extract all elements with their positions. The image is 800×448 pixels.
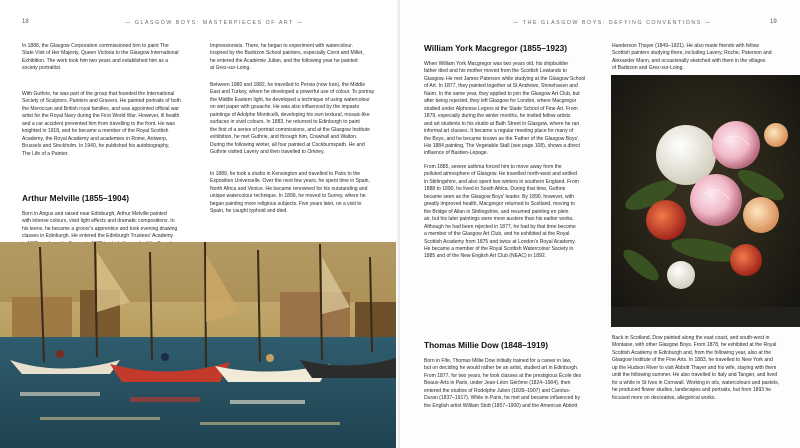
left-col1-para2: With Guthrie, he was part of the group that founded the International Society of Sculptors, Painters and Gravers. He painted portraits of both the Moroccan and British royal families, and was appointed official war artist for the Royal Navy during the First World War. However, ill health and a car accident prevented him from travelling to the front. He was knighted in 1918, and he became a member of the Royal Scottish Academy, the Royal Academy and academies in Rome, Antwerp, Brussels and Stockholm. In 1940, he published his autobiography, The Life of a Painter. — [22, 91, 181, 157]
left-col2-para2: Between 1880 and 1882, he travelled to Persia (now Iran), the Middle East and Turkey, where he developed a powerful use of colour. To portray the Middle Eastern light, he developed a technique of using watercolour on wet paper with gouache. He was also influenced by the impasto paintings of Adolphe Monticelli, developing his own textural, mosaic-like surfaces in vivid colours. In 1883, he returned to Edinburgh to paint the first of a series of portrait commissions, and at the Glasgow Institute exhibition, he met Guthrie, and through him, Crawhall and Walton. During the following winter, all four painted at Cockburnspath. He and Guthrie visited Lavery and then travelled to Orkney. — [210, 82, 375, 156]
right-col2-para2: Back in Scotland, Dow painted along the east coast, and south-west in Montaise, with other Glasgow Boys. From 1878, he exhibited at the Royal Scottish Academy in Edinburgh and, from the following year, also at the Glasgow Institute of the Fine Arts. In 1883, he travelled to New York and up the Hudson River to visit Abbott Thayer and his wife, staying with them until the following summer. He also travelled to Italy and Tangier, and lived for a while in St Ives in Cornwall. Working in oils, watercolours and pastels, he produced flower studies, landscapes and portraits, but from 1893 he focused more on decorative, allegorical works. — [612, 335, 780, 401]
boats-painting — [0, 242, 396, 448]
right-col1-para1: When William York Macgregor was two years old, his shipbuilder father died and his mother moved from the Scottish Lowlands to Glasgow. He met James Paterson while studying at the Glasgow School of Art. In 1877, they painted together at St Andrews, Stonehaven and Nairn. In the same year, they applied to join the Glasgow Art Club, but after being rejected, they left Glasgow for London, where Macgregor studied under Alphonse Legros at the Slade School of Fine Art. From 1879, especially during the winter months, he invited fellow artists and art students to his studio at Bath Street in Glasgow, where he ran informal art classes. It became a regular meeting place for many of the Boys, and he became known as the 'Father of the Glasgow Boys'. His 1884 painting, The Vegetable Stall (see page 108), shows a direct influence of Bastien-Lepage. — [424, 61, 586, 157]
heading-thomas-millie-dow: Thomas Millie Dow (1848–1919) — [424, 340, 549, 350]
left-col2-para3: In 1889, he took a studio in Kensington and travelled to Paris to the Exposition Universelle. Over the next few years, he spent time in Spain, North Africa and Venice. He became renowned for his outstanding and unique watercolour technique. In 1899, he moved to Surrey, where he began painting more religious subjects. Five years later, on a visit to Spain, he caught typhoid and died. — [210, 171, 370, 215]
right-col1-para3: Born in Fife, Thomas Millie Dow initially trained for a career in law, but on deciding he would rather be an artist, studied art in Edinburgh. From 1877, for two years, he took classes at the prestigious École des Beaux-Arts in Paris, under Jean-Léon Gérôme (1824–1904), then entered the studios of Rodolphe Julien (1839–1907) and Carolus- Duran (1837–1917). While in Paris, he met and became influenced by the English artist William Stott (1857–1900) and the American Abbott — [424, 358, 582, 409]
right-running-head: — THE GLASGOW BOYS: DEFYING CONVENTIONS — — [513, 20, 712, 26]
left-col2-para1: Impressionists. There, he began to experiment with watercolour. Inspired by the Barbizon School painters, especially Corot and Millet, he entered the Académie Julian, and the following year he painted at Grez-sur-Loing. — [210, 43, 364, 72]
left-col1-para1: In 1888, the Glasgow Corporation commissioned him to paint The State Visit of Her Majesty, Queen Victoria to the Glasgow International Exhibition. The work took him two years and established him as a society portraitist. — [22, 43, 179, 72]
flower-still-life-painting — [611, 75, 800, 327]
right-page — [400, 0, 800, 448]
heading-arthur-melville: Arthur Melville (1855–1904) — [22, 193, 129, 203]
right-col2-para1: Handerson Thayer (1849–1921). He also made friends with fellow Scottish painters studying there, including Lavery, Roche, Paterson and Alexander Mann, and occasionally sketched with them in the villages of Barbizon and Grez-sur-Loing. — [612, 43, 772, 72]
left-col1-para3: Born in Angus and raised near Edinburgh, Arthur Melville painted with intense colours, vivid light effects and dramatic compositions. In his teens, he became a grocer's apprentice and took evening drawing classes in Edinburgh. He entered the Edinburgh Trustees' Academy — [22, 211, 178, 240]
left-folio: 18 — [22, 19, 29, 25]
right-folio: 19 — [770, 19, 777, 25]
right-col1-para2: From 1885, severe asthma forced him to move away from the polluted atmosphere of Glasgow. He travelled north-west and settled in Stirlingshire, and also spent two winters in southern England. From 1888 to 1890, he lived in South Africa. During that time, Guthrie became seen as the Glasgow Boys' leader. By 1890, however, with greatly improved health, Macgregor returned to Scotland, moving to the Bridge of Allan in Stirlingshire, and resumed painting en plein air, but his later paintings were more austere than his earlier works. Although he had been rejected in 1877, he had by that time become a member of the Glasgow Art Club, and he exhibited at the Royal Scottish Academy from 1875 and twice at London's Royal Academy. He became a member of the Royal Scottish Watercolour Society in 1885 and of the New English Art Club (NEAC) in 1892. — [424, 164, 579, 260]
heading-william-york-macgregor: William York Macgregor (1855–1923) — [424, 43, 568, 53]
left-running-head: — GLASGOW BOYS: MASTERPIECES OF ART — — [125, 20, 304, 26]
